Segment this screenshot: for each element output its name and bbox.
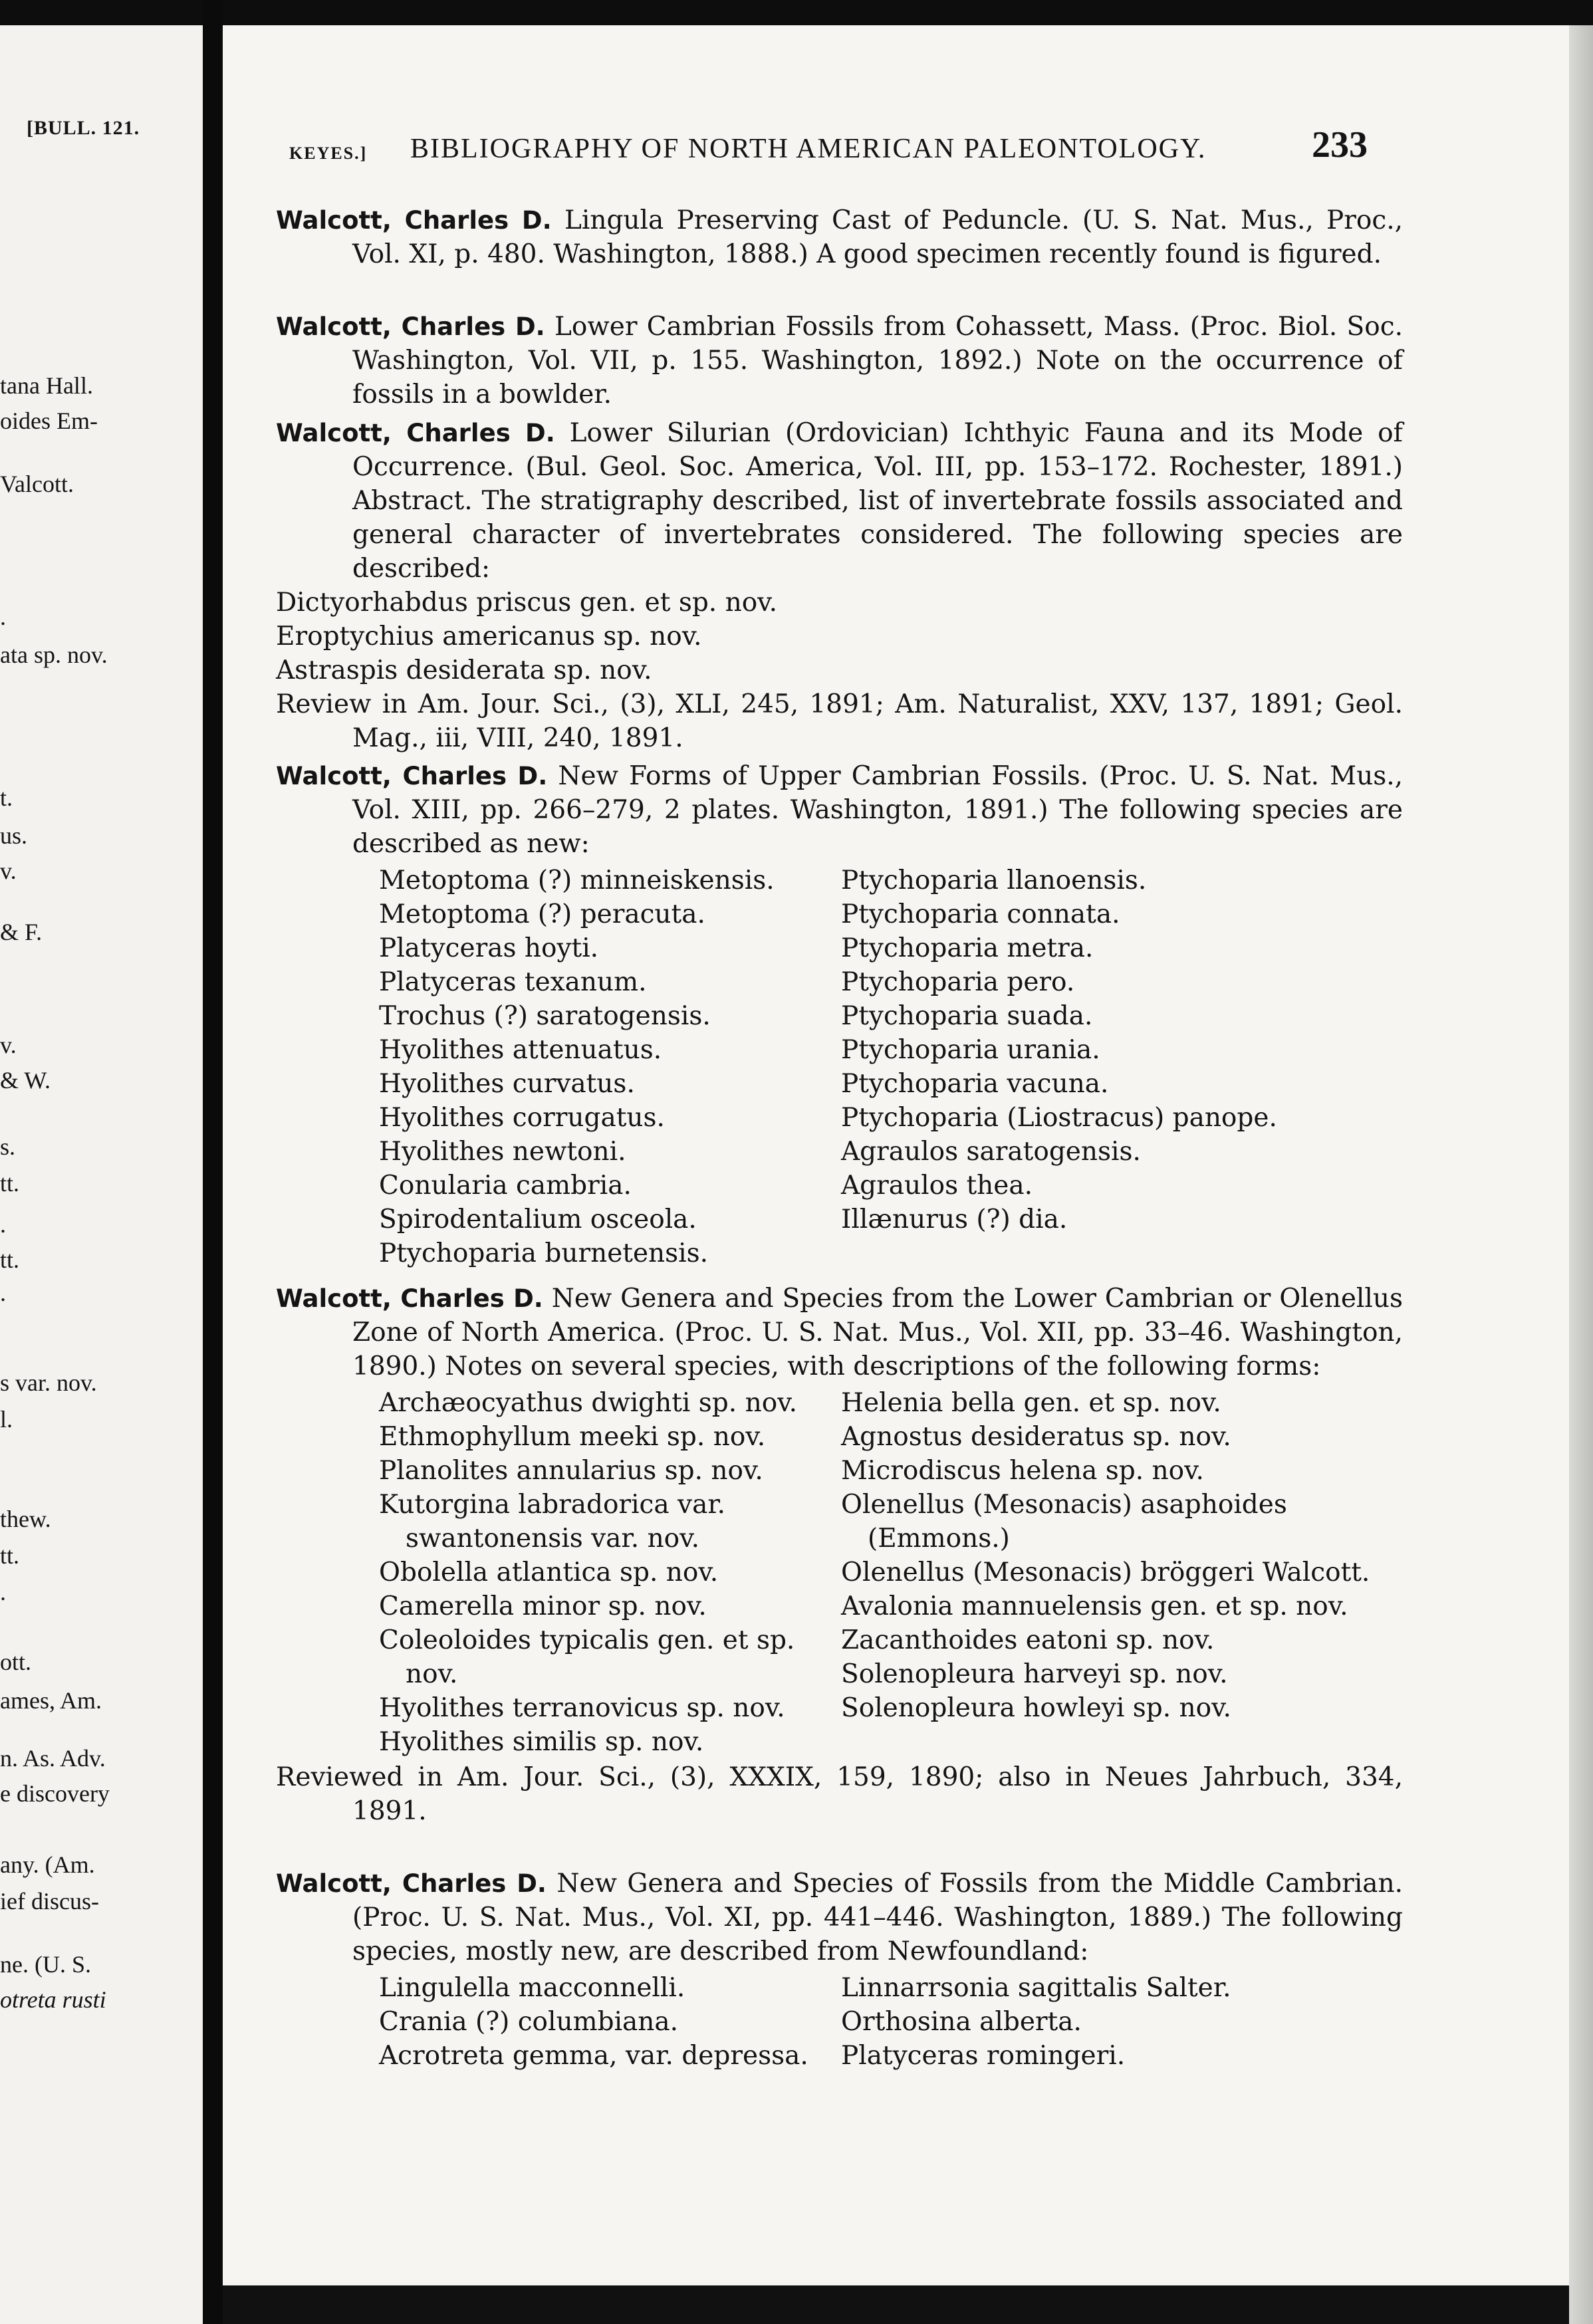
species-item: Coleoloides typicalis gen. et sp. nov. (379, 1625, 795, 1689)
scan-bottom-edge (223, 2285, 1569, 2324)
entry-paragraph (276, 759, 1403, 861)
facing-page-fragment: thew. (0, 1506, 51, 1532)
facing-page-fragment: . (0, 604, 6, 630)
species-item: Agraulos thea. (841, 1171, 1033, 1201)
page-number: 233 (1312, 124, 1368, 166)
species-item: Hyolithes similis sp. nov. (379, 1727, 704, 1757)
running-head (223, 124, 1393, 177)
species-column-left (379, 864, 841, 1270)
species-item: Ethmophyllum meeki sp. nov. (379, 1422, 766, 1452)
facing-page-fragment: Valcott. (0, 471, 74, 497)
bib-entry (276, 203, 1403, 271)
species-columns (276, 1971, 1403, 2073)
species-item: Platyceras hoyti. (379, 933, 599, 963)
scan-top-edge (0, 0, 1593, 25)
species-item: Agnostus desideratus sp. nov. (841, 1422, 1231, 1452)
book-gutter (203, 0, 223, 2324)
species-item: Agraulos saratogensis. (841, 1137, 1141, 1167)
facing-page-fragment: e discovery (0, 1780, 110, 1807)
facing-page-fragment: ata sp. nov. (0, 641, 108, 668)
species-item: Helenia bella gen. et sp. nov. (841, 1388, 1221, 1418)
species-item: Ptychoparia suada. (841, 1001, 1093, 1031)
facing-page-fragment: otreta rusti (0, 1986, 106, 2013)
species-item: Crania (?) columbiana. (379, 2007, 679, 2037)
species-item: Metoptoma (?) minneiskensis. (379, 866, 775, 895)
entry-text: Lingula Preserving Cast of Peduncle. (U. S. Nat. Mus., Proc., Vol. XI, p. 480. Washington, 1888.) A good specimen recently found is figured. (352, 205, 1403, 269)
facing-page-fragment: s var. nov. (0, 1369, 97, 1396)
entry-paragraph (276, 1282, 1403, 1383)
facing-page-fragment: . (0, 1280, 6, 1306)
species-item: Lingulella macconnelli. (379, 1973, 685, 2003)
species-item: Camerella minor sp. nov. (379, 1591, 707, 1621)
entry-author: Walcott, Charles D. (276, 1869, 547, 1898)
species-item: Solenopleura howleyi sp. nov. (841, 1693, 1231, 1723)
species-item: Ptychoparia (Liostracus) panope. (841, 1103, 1277, 1133)
entry-author: Walcott, Charles D. (276, 206, 552, 235)
species-item: Ptychoparia metra. (841, 933, 1094, 963)
species-item: Spirodentalium osceola. (379, 1205, 697, 1234)
facing-page-fragment: tana Hall. (0, 372, 93, 399)
species-item: Hyolithes newtoni. (379, 1137, 626, 1167)
species-column-right (841, 1386, 1373, 1759)
facing-page-fragment: v. (0, 858, 17, 884)
species-column-left (379, 1971, 841, 2073)
entry-author: Walcott, Charles D. (276, 419, 555, 447)
species-item: Illænurus (?) dia. (841, 1205, 1068, 1234)
running-head-left: KEYES.] (289, 144, 368, 163)
species-column-left (379, 1386, 841, 1759)
page-edge-right (1569, 25, 1593, 2324)
species-item: Metoptoma (?) peracuta. (379, 899, 705, 929)
species-item: Zacanthoides eatoni sp. nov. (841, 1625, 1215, 1655)
entry-paragraph (276, 203, 1403, 271)
bib-entry (276, 310, 1403, 411)
species-item: Kutorgina labradorica var. swantonensis var. nov. (379, 1490, 726, 1554)
facing-page-fragment: any. (Am. (0, 1851, 95, 1878)
species-item: Ptychoparia burnetensis. (379, 1238, 709, 1268)
species-columns (276, 864, 1403, 1270)
species-item: Olenellus (Mesonacis) asaphoides (Emmons.) (841, 1490, 1287, 1554)
species-columns (276, 1386, 1403, 1759)
species-item: Conularia cambria. (379, 1171, 632, 1201)
species-item: Ptychoparia vacuna. (841, 1069, 1109, 1099)
facing-page-fragment: . (0, 1211, 6, 1238)
species-item: Ptychoparia pero. (841, 967, 1075, 997)
species-column-right (841, 864, 1373, 1270)
entry-text: Lower Cambrian Fossils from Cohassett, Mass. (Proc. Biol. Soc. Washington, Vol. VII, p. 155. Washington, 1892.) Note on the occurrence of fossils in a bowlder. (352, 312, 1403, 409)
species-item: Ptychoparia urania. (841, 1035, 1100, 1065)
species-item: Hyolithes corrugatus. (379, 1103, 665, 1133)
species-column-right (841, 1971, 1373, 2073)
facing-page-fragment: tt. (0, 1246, 20, 1273)
facing-page-fragment: s. (0, 1133, 16, 1160)
facing-page-fragment: v. (0, 1032, 17, 1058)
facing-page-fragment: ames, Am. (0, 1687, 102, 1714)
facing-page-fragment: l. (0, 1406, 13, 1433)
entry-text: New Forms of Upper Cambrian Fossils. (Proc. U. S. Nat. Mus., Vol. XIII, pp. 266–279, 2 plates. Washington, 1891.) The following species are described as new: (352, 761, 1403, 859)
species-item: Ptychoparia connata. (841, 899, 1120, 929)
species-item: Microdiscus helena sp. nov. (841, 1456, 1204, 1486)
species-item: Olenellus (Mesonacis) bröggeri Walcott. (841, 1558, 1370, 1587)
species-item: Solenopleura harveyi sp. nov. (841, 1659, 1228, 1689)
species-item: Planolites annularius sp. nov. (379, 1456, 763, 1486)
species-item: Linnarrsonia sagittalis Salter. (841, 1973, 1231, 2003)
facing-page-fragment: tt. (0, 1170, 20, 1197)
species-item: Obolella atlantica sp. nov. (379, 1558, 719, 1587)
facing-page-fragment: & W. (0, 1067, 51, 1094)
species-line: Eroptychius americanus sp. nov. (276, 622, 702, 651)
facing-page-left (0, 25, 203, 2324)
entry-text: New Genera and Species from the Lower Cambrian or Olenellus Zone of North America. (Proc. U. S. Nat. Mus., Vol. XII, pp. 33–46. Washington, 1890.) Notes on several species, with descriptions of the following forms: (352, 1284, 1403, 1381)
facing-page-fragment: n. As. Adv. (0, 1745, 106, 1772)
species-item: Avalonia mannuelensis gen. et sp. nov. (841, 1591, 1348, 1621)
species-item: Trochus (?) saratogensis. (379, 1001, 711, 1031)
facing-page-fragment: ief discus- (0, 1888, 99, 1915)
species-item: Ptychoparia llanoensis. (841, 866, 1147, 895)
entry-review: Review in Am. Jour. Sci., (3), XLI, 245, 1891; Am. Naturalist, XXV, 137, 1891; Geol. Mag., iii, VIII, 240, 1891. (276, 689, 1403, 753)
species-line: Astraspis desiderata sp. nov. (276, 655, 652, 685)
facing-page-fragment: & F. (0, 919, 43, 945)
entry-text: Lower Silurian (Ordovician) Ichthyic Fauna and its Mode of Occurrence. (Bul. Geol. Soc. America, Vol. III, pp. 153–172. Rochester, 1891.) Abstract. The stratigraphy described, list of invertebrate fossils associated and general character of invertebrates considered. The following species are described: (352, 418, 1403, 584)
entry-text: New Genera and Species of Fossils from the Middle Cambrian. (Proc. U. S. Nat. Mus., Vol. XI, pp. 441–446. Washington, 1889.) The following species, mostly new, are described from Newfoundland: (352, 1869, 1403, 1966)
facing-page-fragment: us. (0, 822, 28, 849)
entry-review: Reviewed in Am. Jour. Sci., (3), XXXIX, 159, 1890; also in Neues Jahrbuch, 334, 1891. (276, 1762, 1403, 1826)
entry-paragraph (276, 1867, 1403, 1968)
running-head-title: BIBLIOGRAPHY OF NORTH AMERICAN PALEONTOLOGY. (410, 134, 1207, 164)
bib-entry (276, 1282, 1403, 1828)
page-233 (223, 25, 1569, 2285)
facing-page-fragment: tt. (0, 1542, 20, 1569)
facing-page-fragment: . (0, 1579, 6, 1605)
entry-paragraph (276, 310, 1403, 411)
species-item: Platyceras texanum. (379, 967, 647, 997)
entry-author: Walcott, Charles D. (276, 312, 545, 341)
species-item: Orthosina alberta. (841, 2007, 1082, 2037)
entry-author: Walcott, Charles D. (276, 762, 548, 790)
entry-author: Walcott, Charles D. (276, 1284, 543, 1313)
species-item: Hyolithes curvatus. (379, 1069, 635, 1099)
bib-entry (276, 416, 1403, 755)
facing-page-fragment: ne. (U. S. (0, 1951, 91, 1978)
facing-page-fragment: ott. (0, 1649, 32, 1675)
bib-entry (276, 759, 1403, 1272)
facing-page-header: [BULL. 121. (27, 117, 140, 139)
species-item: Hyolithes terranovicus sp. nov. (379, 1693, 785, 1723)
species-item: Platyceras romingeri. (841, 2041, 1126, 2071)
species-item: Hyolithes attenuatus. (379, 1035, 662, 1065)
species-item: Acrotreta gemma, var. depressa. (379, 2041, 808, 2071)
species-line: Dictyorhabdus priscus gen. et sp. nov. (276, 588, 777, 618)
entry-paragraph (276, 416, 1403, 586)
facing-page-fragment: t. (0, 784, 13, 811)
bib-entry (276, 1867, 1403, 2074)
facing-page-fragment: oides Em- (0, 407, 98, 434)
species-item: Archæocyathus dwighti sp. nov. (379, 1388, 797, 1418)
